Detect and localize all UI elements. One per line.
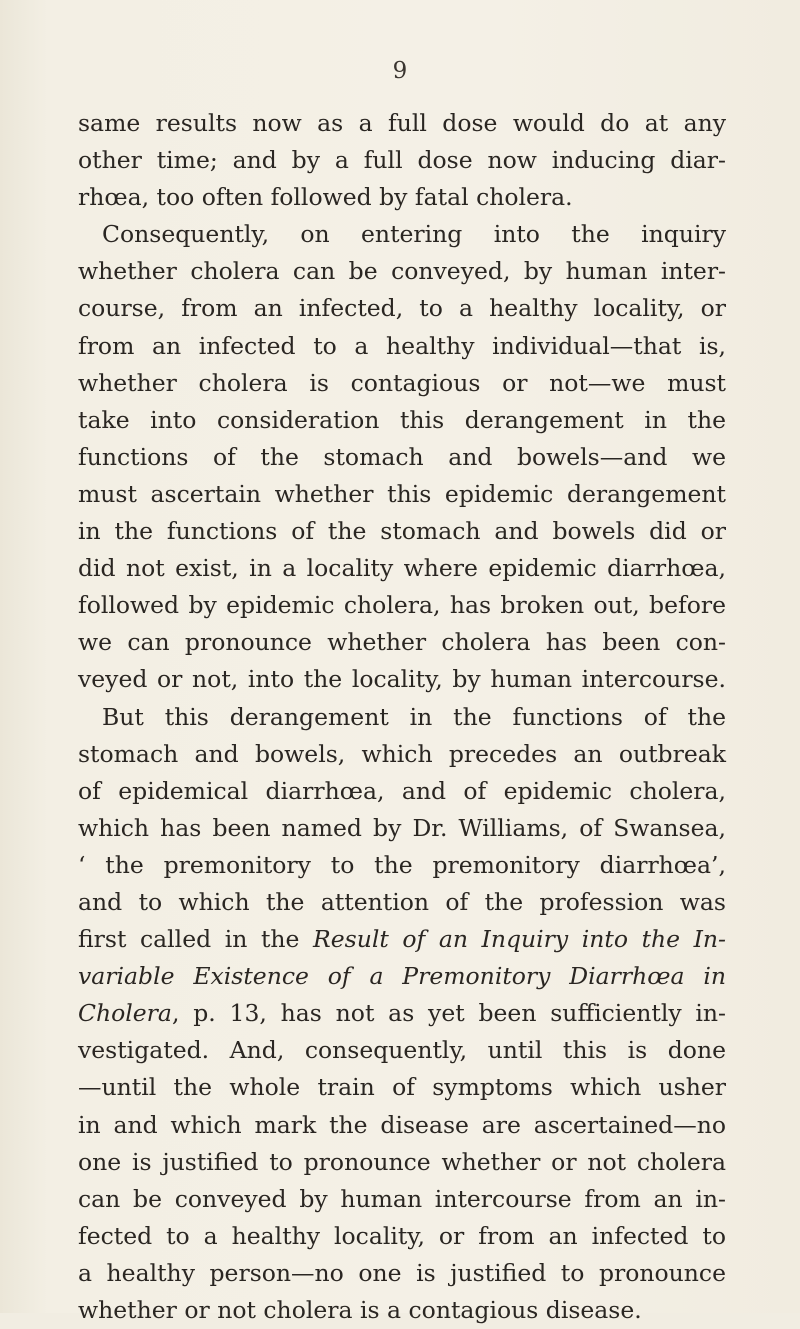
text-line [78,995,726,1032]
text-line [78,1218,726,1255]
line-text: rhœa, too often followed by fatal cholera. [78,183,573,212]
line-text: did not exist, in a locality where epidemic diarrhœa, [78,554,726,583]
text-line [78,1069,726,1106]
italic-title: variable Existence of a Premonitory Diarrhœa in [78,962,726,991]
text-line [78,402,726,439]
line-text: we can pronounce whether cholera has been con- [78,628,726,657]
italic-title: Cholera [78,999,172,1028]
line-text: whether cholera can be conveyed, by human inter- [78,257,726,286]
page-number: 9 [392,58,408,84]
text-line [78,1032,726,1069]
text-line [78,1181,726,1218]
text-line [78,661,726,698]
text-line [78,1292,726,1329]
body-text [78,105,726,1329]
line-text: veyed or not, into the locality, by human intercourse. [78,665,726,694]
line-text: of epidemical diarrhœa, and of epidemic cholera, [78,776,726,805]
text-line [78,513,726,550]
line-text: functions of the stomach and bowels—and we [78,442,726,471]
line-text: and to which the attention of the profession was [78,887,726,916]
italic-title: Result of an Inquiry into the In- [313,925,726,954]
line-text: —until the whole train of symptoms which usher [78,1073,726,1102]
line-text: , p. 13, has not as yet been sufficiently in- [171,999,726,1028]
text-line [78,884,726,921]
line-text: in and which mark the disease are ascertained—no [78,1110,726,1139]
text-line [78,439,726,476]
line-text: Consequently, on entering into the inquiry [102,220,726,249]
line-text: from an infected to a healthy individual—that is, [78,331,726,360]
line-text: ‘ the premonitory to the premonitory diarrhœa’, [78,850,726,879]
line-text: one is justified to pronounce whether or not cholera [78,1147,726,1176]
line-text: a healthy person—no one is justified to pronounce [78,1258,726,1287]
line-text: whether cholera is contagious or not—we must [78,368,726,397]
line-text: other time; and by a full dose now inducing diar- [78,146,726,175]
line-text: in the functions of the stomach and bowels did or [78,517,726,546]
line-text: But this derangement in the functions of the [102,702,726,731]
text-line [78,105,726,142]
text-line [78,365,726,402]
text-line [78,216,726,253]
text-line [78,290,726,327]
text-line [78,1255,726,1292]
line-text: can be conveyed by human intercourse from an in- [78,1184,726,1213]
line-text: must ascertain whether this epidemic derangement [78,479,726,508]
text-line [78,142,726,179]
text-line [78,253,726,290]
text-line [78,624,726,661]
text-line [78,810,726,847]
text-line [78,921,726,958]
line-text: course, from an infected, to a healthy locality, or [78,294,726,323]
text-line [78,476,726,513]
text-line [78,847,726,884]
line-text: take into consideration this derangement in the [78,405,726,434]
line-text: followed by epidemic cholera, has broken out, before [78,591,726,620]
line-text: same results now as a full dose would do at any [78,109,726,137]
text-line [78,550,726,587]
line-text: fected to a healthy locality, or from an infected to [78,1221,726,1250]
text-line [78,328,726,365]
text-line [78,958,726,995]
text-line [78,587,726,624]
text-line [78,179,726,216]
text-line [78,1144,726,1181]
line-text: which has been named by Dr. Williams, of Swansea, [78,813,726,842]
text-line [78,736,726,773]
line-text: stomach and bowels, which precedes an outbreak [78,739,726,768]
text-line [78,773,726,810]
text-line [78,1107,726,1144]
line-text: vestigated. And, consequently, until this is done [78,1036,726,1065]
line-text: first called in the [78,925,314,954]
line-text: whether or not cholera is a contagious disease. [78,1296,642,1324]
text-line [78,699,726,736]
